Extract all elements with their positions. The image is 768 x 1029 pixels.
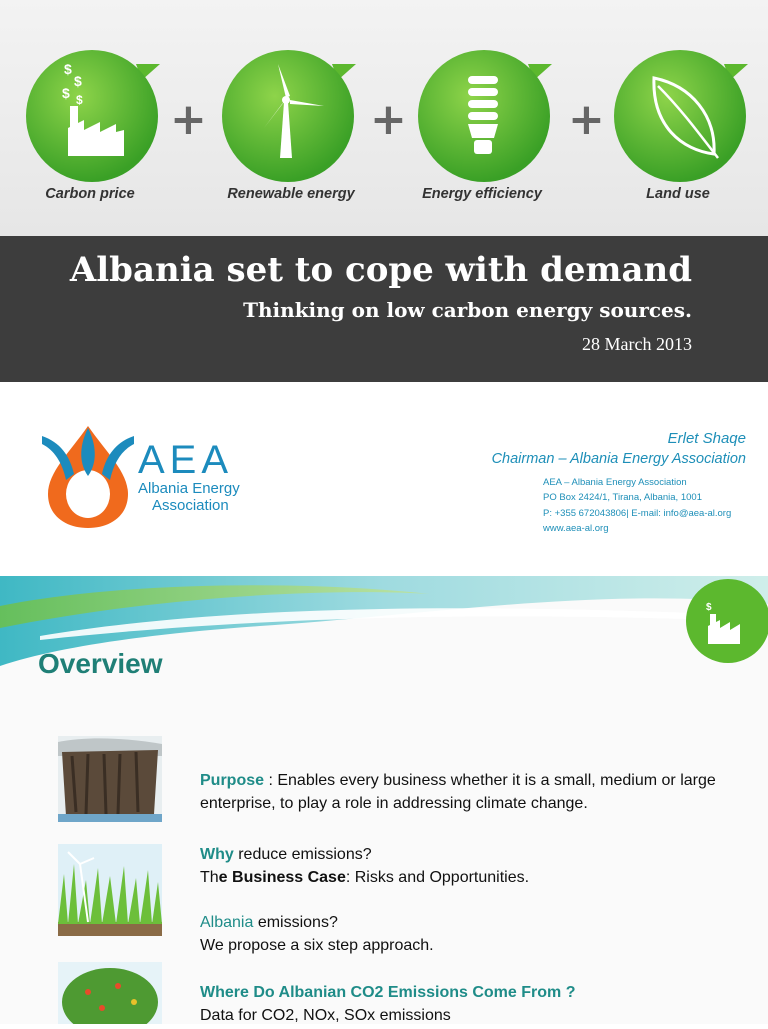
overview-heading: Overview xyxy=(38,648,163,679)
svg-text:$: $ xyxy=(706,602,712,613)
svg-text:$: $ xyxy=(74,73,82,89)
purpose-label: Purpose xyxy=(200,772,265,789)
logo-name-line2: Association xyxy=(152,497,229,514)
why-text: reduce emissions? xyxy=(233,846,372,863)
logo-name-line1: Albania Energy xyxy=(138,480,240,497)
caption-carbon-price: Carbon price xyxy=(45,186,135,202)
albania-line xyxy=(200,911,338,934)
why-line xyxy=(200,843,372,866)
aea-logo-icon xyxy=(40,422,136,532)
svg-text:$: $ xyxy=(62,85,70,101)
logo-acronym: AEA xyxy=(138,438,234,482)
co2-sources-heading: Where Do Albanian CO2 Emissions Come From ? xyxy=(200,984,576,1001)
business-case-text: : Risks and Opportunities. xyxy=(345,869,530,886)
leaf-icon xyxy=(612,46,748,182)
why-label: Why xyxy=(200,846,234,863)
grass-turbine-image xyxy=(58,844,162,936)
svg-text:$: $ xyxy=(64,61,72,77)
factory-badge-icon xyxy=(682,578,768,664)
caption-energy-efficiency: Energy efficiency xyxy=(422,186,542,202)
caption-renewable-energy: Renewable energy xyxy=(227,186,355,202)
tree-image xyxy=(58,962,162,1024)
cliff-image xyxy=(58,736,162,822)
approach-line: We propose a six step approach. xyxy=(200,937,434,954)
business-case-bold: e Business Case xyxy=(218,869,346,886)
wind-turbine-icon xyxy=(220,46,356,182)
caption-land-use: Land use xyxy=(646,186,710,202)
emissions-data-line: Data for CO2, NOx, SOx emissions xyxy=(200,1007,451,1024)
contact-org: AEA – Albania Energy Association xyxy=(543,477,687,488)
purpose-text: : Enables every business whether it is a small, medium or large enterprise, to play a role in addressing climate change. xyxy=(200,772,716,812)
page-title: Albania set to cope with demand xyxy=(69,250,692,290)
plus-sign: + xyxy=(170,94,207,145)
purpose-paragraph xyxy=(200,769,730,815)
contact-address: PO Box 2424/1, Tirana, Albania, 1001 xyxy=(543,492,702,503)
speaker-role: Chairman – Albania Energy Association xyxy=(491,451,746,467)
contact-website[interactable]: www.aea-al.org xyxy=(543,523,609,534)
albania-label: Albania xyxy=(200,914,254,931)
cfl-bulb-icon xyxy=(416,46,552,182)
svg-text:$: $ xyxy=(76,93,83,107)
speaker-name: Erlet Shaqe xyxy=(667,430,746,447)
business-case-prefix: Th xyxy=(200,869,219,886)
albania-text: emissions? xyxy=(253,914,338,931)
factory-dollar-icon xyxy=(24,46,160,182)
presentation-date: 28 March 2013 xyxy=(582,334,692,354)
page-subtitle: Thinking on low carbon energy sources. xyxy=(243,298,692,322)
plus-sign: + xyxy=(568,94,605,145)
business-case-line xyxy=(200,866,529,889)
contact-phone-email[interactable]: P: +355 672043806| E-mail: info@aea-al.org xyxy=(543,508,732,519)
plus-sign: + xyxy=(370,94,407,145)
